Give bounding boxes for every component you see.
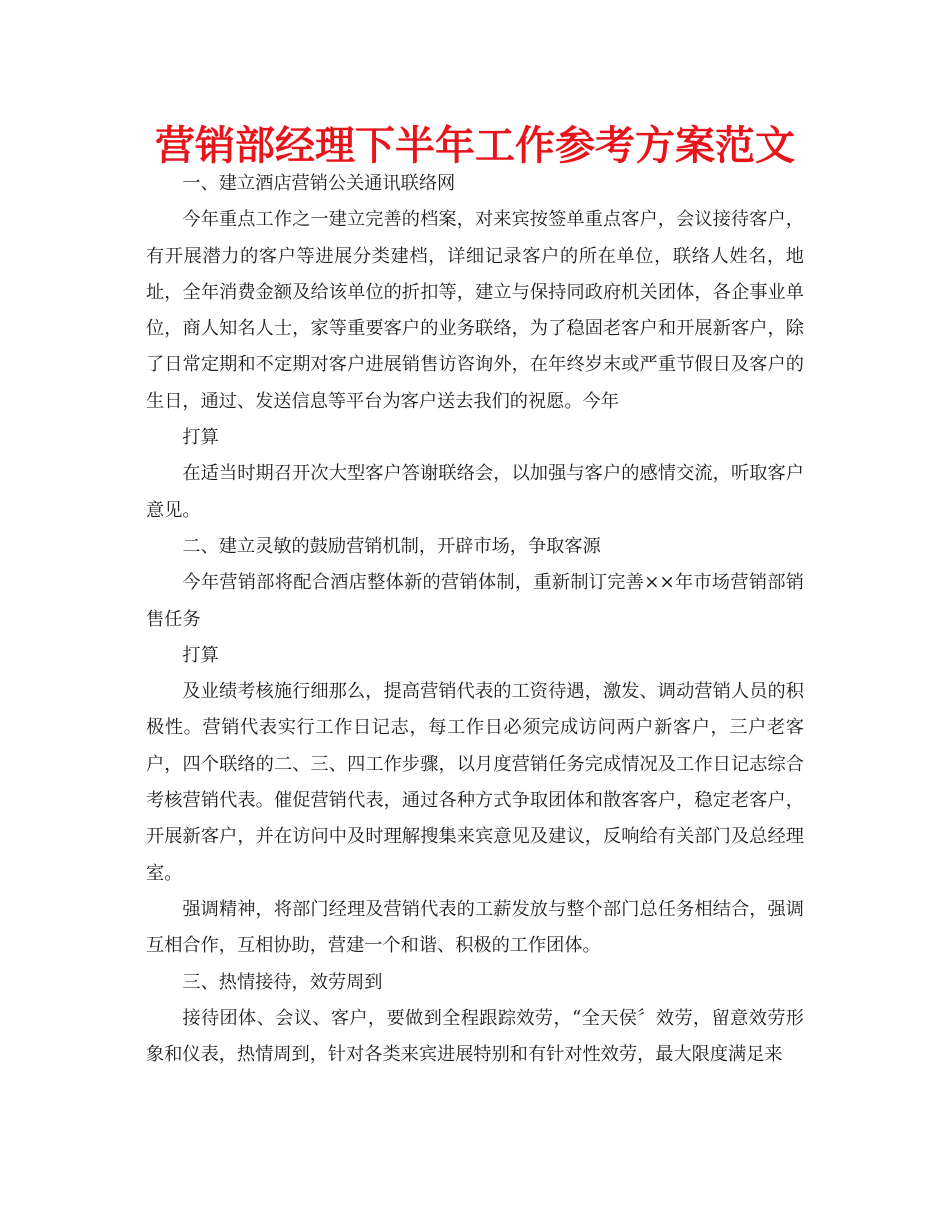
paragraph: 打算 (182, 427, 219, 449)
document-body (146, 166, 804, 1073)
section-heading-2: 二、建立灵敏的鼓励营销机制，开辟市场，争取客源 (182, 535, 601, 557)
paragraph: 今年重点工作之一建立完善的档案，对来宾按签单重点客户，会议接待客户，有开展潜力的客户等进展分类建档，详细记录客户的所在单位，联络人姓名，地址，全年消费金额及给该单位的折扣等，建立与保持同政府机关团体，各企事业单位，商人知名人士，家等重要客户的业务联络，为了稳固老客户和开展新客户，除了日常定期和不定期对客户进展销售访咨询外，在年终岁末或严重节假日及客户的生日，通过、发送信息等平台为客户送去我们的祝愿。今年 (146, 209, 804, 412)
section-heading-3: 三、热情接待，效劳周到 (182, 971, 383, 993)
paragraph: 打算 (182, 644, 219, 666)
document-title: 营销部经理下半年工作参考方案范文 (155, 123, 795, 169)
section-heading-1: 一、建立酒店营销公关通讯联络网 (182, 173, 456, 194)
paragraph: 强调精神，将部门经理及营销代表的工薪发放与整个部门总任务相结合，强调互相合作，互相协助，营建一个和谐、积极的工作团体。 (146, 898, 804, 957)
paragraph: 今年营销部将配合酒店整体新的营销体制，重新制订完善××年市场营销部销售任务 (146, 572, 804, 630)
paragraph: 及业绩考核施行细那么，提高营销代表的工资待遇，激发、调动营销人员的积极性。营销代表实行工作日记志，每工作日必须完成访问两户新客户，三户老客户，四个联络的二、三、四工作步骤，以月度营销任务完成情况及工作日记志综合考核营销代表。催促营销代表，通过各种方式争取团体和散客客户，稳定老客户，开展新客户，并在访问中及时理解搜集来宾意见及建议，反响给有关部门及总经理室。 (146, 681, 804, 884)
paragraph: 在适当时期召开次大型客户答谢联络会，以加强与客户的感情交流，听取客户意见。 (146, 463, 804, 521)
paragraph: 接待团体、会议、客户，要做到全程跟踪效劳，“全天侯〞效劳，留意效劳形象和仪表，热情周到，针对各类来宾进展特别和有针对性效劳，最大限度满足来 (146, 1007, 804, 1066)
